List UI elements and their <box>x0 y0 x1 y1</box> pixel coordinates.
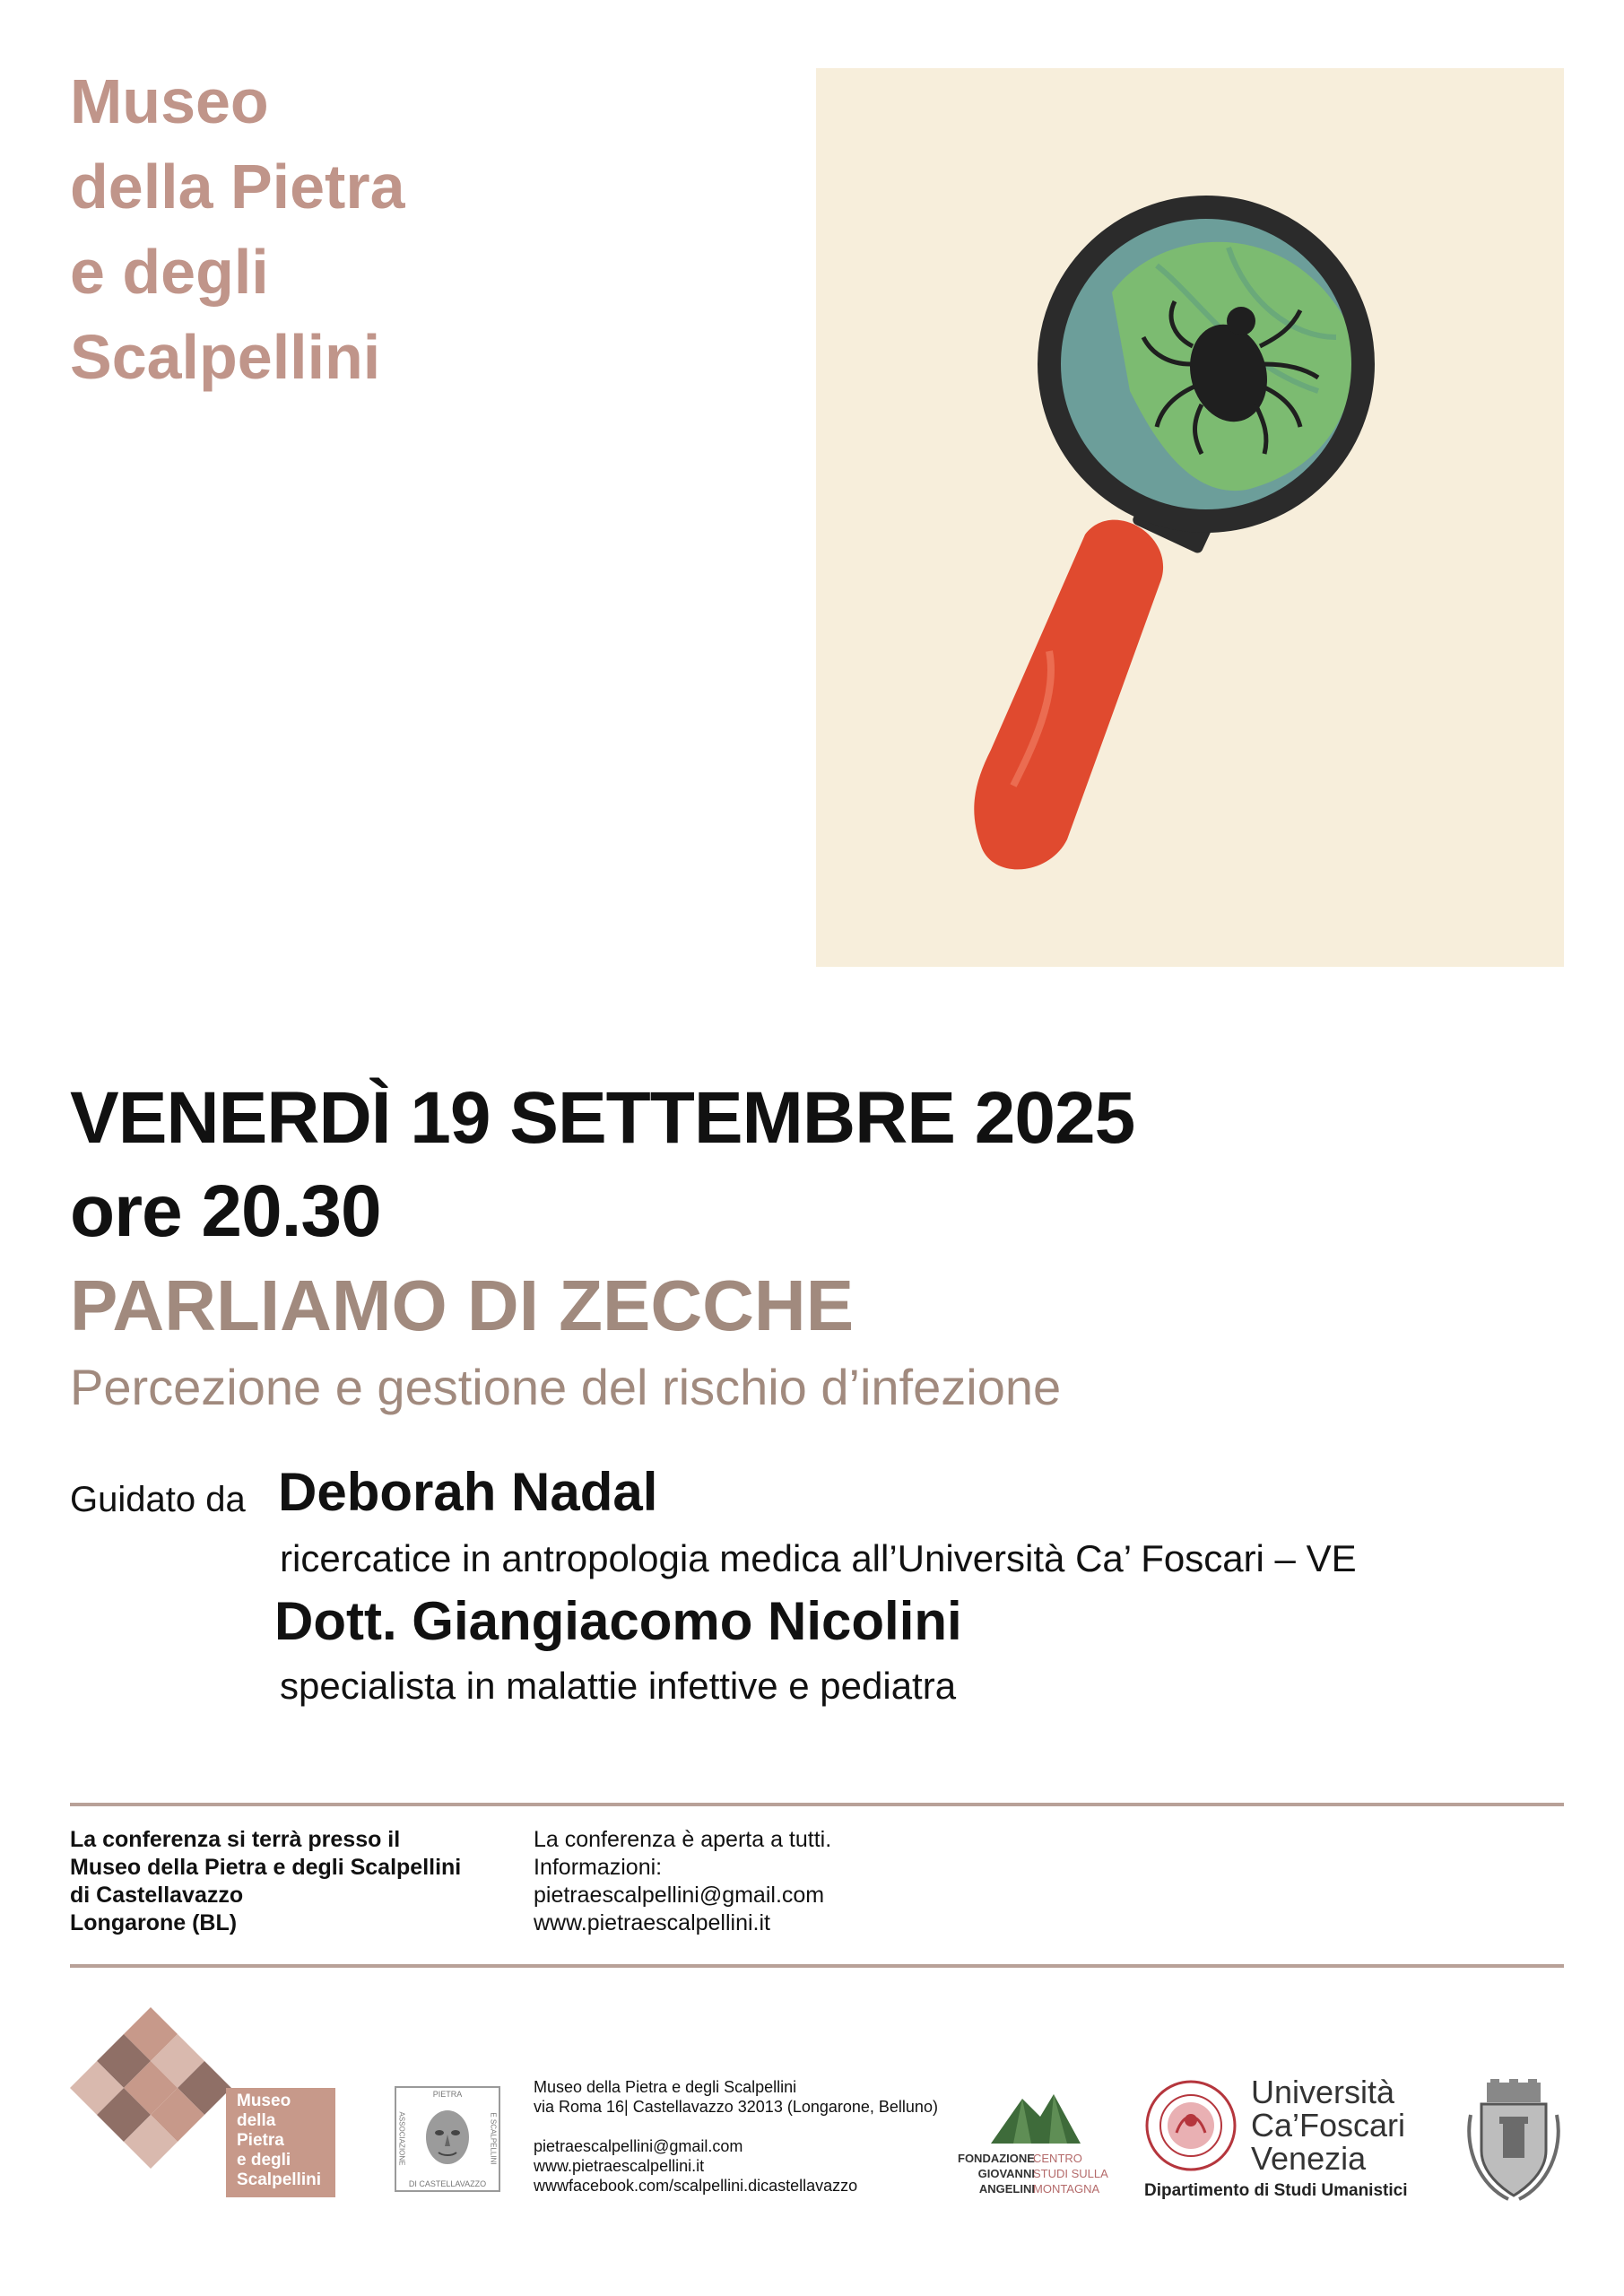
university-seal-icon <box>1144 2079 1238 2172</box>
fondazione-line: GIOVANNI <box>977 2167 1035 2180</box>
footer-website[interactable]: www.pietraescalpellini.it <box>534 2157 705 2175</box>
logo-text-line: Pietra <box>237 2131 284 2150</box>
footer-address <box>534 2077 938 2196</box>
fondazione-logo <box>986 2090 1085 2150</box>
speaker2-role: specialista in malattie infettive e pediatra <box>280 1665 957 1707</box>
guided-by-label: Guidato da <box>70 1480 246 1519</box>
logo-text-line: e degli <box>237 2151 291 2170</box>
museum-logo <box>70 2007 231 2173</box>
logo-text-line: della <box>237 2111 276 2130</box>
info-line: Informazioni: <box>534 1855 663 1880</box>
event-date: VENERDÌ 19 SETTEMBRE 2025 <box>70 1077 1135 1159</box>
venue-line: di Castellavazzo <box>70 1883 244 1908</box>
event-time: ore 20.30 <box>70 1170 381 1252</box>
diamond-pattern-icon <box>70 2007 231 2169</box>
assoc-top-text: PIETRA <box>432 2090 463 2099</box>
info-email[interactable]: pietraescalpellini@gmail.com <box>534 1883 825 1908</box>
fondazione-line: FONDAZIONE <box>958 2152 1035 2165</box>
university-line: Venezia <box>1251 2140 1367 2177</box>
university-line: Ca’Foscari <box>1251 2107 1406 2144</box>
museum-logo-text <box>237 2092 321 2190</box>
museum-title-line: Scalpellini <box>70 322 381 392</box>
university-name <box>1251 2075 1405 2175</box>
university-line: Università <box>1251 2074 1395 2110</box>
museum-title-line: Museo <box>70 66 269 136</box>
ca-foscari-seal <box>1144 2079 1238 2177</box>
museum-title-line: e degli <box>70 237 269 307</box>
magnifying-glass-icon <box>816 68 1564 967</box>
venue-line: La conferenza si terrà presso il <box>70 1827 401 1852</box>
footer-facebook[interactable]: wwwfacebook.com/scalpellini.dicastellavazzo <box>534 2177 858 2195</box>
speaker2-name: Dott. Giangiacomo Nicolini <box>274 1591 962 1651</box>
info-line: La conferenza è aperta a tutti. <box>534 1827 832 1852</box>
university-department: Dipartimento di Studi Umanistici <box>1144 2181 1408 2200</box>
museum-title <box>70 59 536 400</box>
museum-title-line: della Pietra <box>70 152 405 222</box>
venue-line: Longarone (BL) <box>70 1910 238 1935</box>
fondazione-text <box>958 2151 1035 2196</box>
contact-info <box>534 1826 831 1937</box>
assoc-bottom-text: DI CASTELLAVAZZO <box>408 2179 487 2188</box>
magnifying-glass-illustration <box>816 68 1564 967</box>
event-title: PARLIAMO DI ZECCHE <box>70 1265 855 1345</box>
logo-text-line: Museo <box>237 2092 291 2110</box>
association-logo <box>395 2086 500 2192</box>
centro-line: STUDI SULLA <box>1033 2167 1108 2180</box>
coat-of-arms-icon <box>1463 2079 1564 2205</box>
address-line: via Roma 16| Castellavazzo 32013 (Longarone, Belluno) <box>534 2098 938 2116</box>
fondazione-line: ANGELINI <box>978 2182 1035 2196</box>
logo-text-line: Scalpellini <box>237 2170 321 2189</box>
centro-line: MONTAGNA <box>1033 2182 1100 2196</box>
address-line: Museo della Pietra e degli Scalpellini <box>534 2078 797 2096</box>
info-website[interactable]: www.pietraescalpellini.it <box>534 1910 771 1935</box>
venue-line: Museo della Pietra e degli Scalpellini <box>70 1855 462 1880</box>
centro-line: CENTRO <box>1033 2152 1082 2165</box>
divider-bottom <box>70 1964 1564 1968</box>
coat-of-arms <box>1463 2079 1564 2209</box>
event-subtitle: Percezione e gestione del rischio d’infezione <box>70 1359 1062 1415</box>
divider-top <box>70 1803 1564 1806</box>
stone-face-icon <box>421 2106 474 2169</box>
venue-info <box>70 1826 461 1937</box>
event-date-block <box>70 1072 1134 1258</box>
footer-email[interactable]: pietraescalpellini@gmail.com <box>534 2137 743 2155</box>
assoc-left-text: ASSOCIAZIONE <box>397 2111 406 2166</box>
assoc-right-text: E SCALPELLINI <box>489 2112 498 2165</box>
speaker1-role: ricercatice in antropologia medica all’Università Ca’ Foscari – VE <box>280 1537 1357 1579</box>
centro-text <box>1033 2151 1108 2196</box>
speaker1-name: Deborah Nadal <box>278 1462 658 1522</box>
mountain-icon <box>986 2090 1085 2145</box>
